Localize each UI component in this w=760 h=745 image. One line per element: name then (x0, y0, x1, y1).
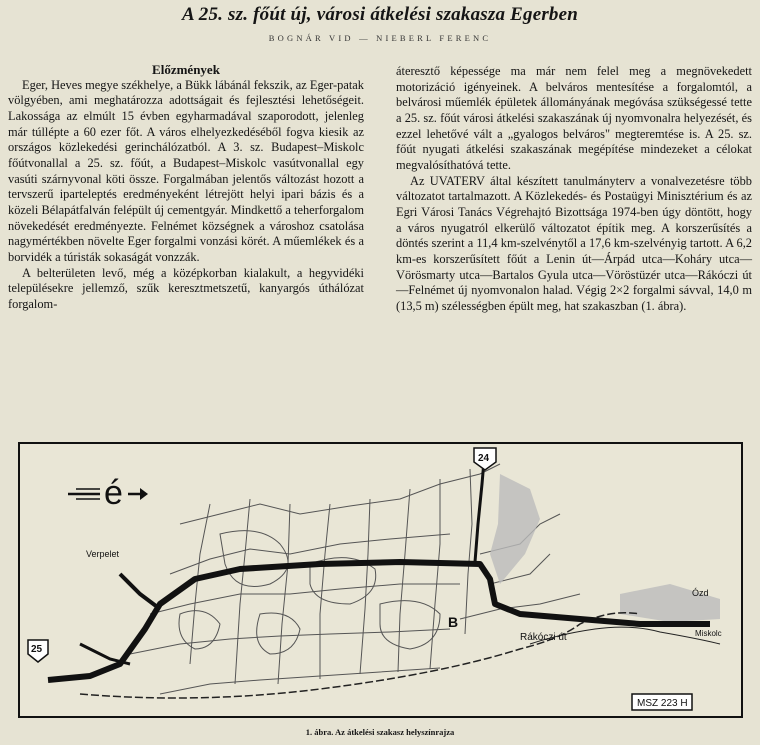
left-paragraph-1: Eger, Heves megye székhelye, a Bükk lábánál fekszik, az Eger-patak völgyében, ami meghatározza adottságait és fejlesztési lehetőségeit. Lakossága az elmúlt 15 évben egyharmadával szaporodott, jelenleg már túllépte a 60 ezer főt. A város elhelyezkedéséből fogva kiesik az országos közlekedési gerinchálózatból. A 3. sz. Budapest–Miskolc főútvonallal a 25. sz. főút, a Budapest–Miskolc vasútvonallal egy vasúti szárnyvonal köti össze. Forgalmában jelentős változást hozott a tervszerű iparteleptés eredményeként létrejött helyi ipari bázis és a közeli Bélapátfalván felépült új cementgyár. Mindkettő a teherforgalom növekedését eredményezte. Felnémet községnek a városhoz csatolása nagymértékben növelte Eger forgalmi vonzási körét. A műemlékek és a borvidék a túristák sokaságát vonzzák. (8, 77, 364, 264)
railway-line (80, 613, 640, 698)
article-authors: BOGNÁR VID — NIEBERL FERENC (268, 33, 492, 43)
right-column (396, 64, 752, 315)
terrain-dots (490, 474, 720, 622)
north-symbol: é (104, 474, 123, 512)
site-plan-map (18, 442, 743, 718)
right-paragraph-2: Az UVATERV által készített tanulmányterv a vonalvezetésre több változatot tartalmazott. A Közlekedés- és Postaügyi Minisztérium és az Egri Városi Tanács Végrehajtó Bizottsága 1974-ben úgy döntött, hogy a város nyugatról elkerülő változatot építik meg. A korszerűsítés a döntés szerint a 11,4 km-szelvénytől a 17,6 km-szelvényig tartott. A 6,2 km-es korszerűsített főút a Lenin út—Árpád utca—Koháry utca—Vörösmarty utca—Bartalos Gyula utca—Vöröstüzér utca—Rákóczi út—Felnémet új nyomvonalon halad. Végig 2×2 forgalmi sávval, 14,0 m (13,5 m) szélességben épült meg, hat szakaszban (1. ábra). (396, 173, 752, 313)
left-column (8, 62, 364, 313)
road-shield-25 (28, 640, 48, 662)
route-25-main (48, 562, 710, 680)
article-title: A 25. sz. főút új, városi átkelési szakasza Egerben (181, 4, 579, 25)
figure-caption: 1. ábra. Az átkelési szakasz helyszínrajza (305, 727, 455, 737)
label-ozd: Ózd (692, 588, 709, 598)
left-paragraph-2: A belterületen levő, még a középkorban kialakult, a hegyvidéki településekre jellemző, szűk keresztmetszetű, kanyargós úthálózat forgalom- (8, 265, 364, 311)
map-mark (632, 694, 692, 710)
label-b: B (448, 614, 459, 630)
svg-text:25: 25 (31, 644, 43, 655)
section-title: Előzmények (152, 62, 220, 77)
svg-text:MSZ 223 H: MSZ 223 H (637, 698, 688, 709)
right-paragraph-1: áteresztő képessége ma már nem felel meg a megnövekedett motorizáció igényeinek. A belváros mentesítése a forgalomtól, a belvárosi műemlék épületek állományának megóvása szükségessé tette a 25. sz. főút városi átkelési szakaszának új nyomvonalra helyezését, és ezzel lehetővé vált a „gyalogos belváros" megteremtése is. A 25. sz. főút nyugati átkelési szakaszának megépítése mindezeket a célokat megvalósíthatóvá tette. (396, 64, 752, 172)
label-miskolc: Miskolc (695, 629, 722, 638)
route-branch-west (80, 644, 130, 664)
svg-text:24: 24 (478, 453, 490, 464)
label-verpelet: Verpelet (86, 549, 120, 559)
route-branch-verpelet (120, 574, 160, 609)
label-rakoczi-ut: Rákóczi út (520, 632, 567, 643)
road-shield-24 (474, 448, 496, 470)
